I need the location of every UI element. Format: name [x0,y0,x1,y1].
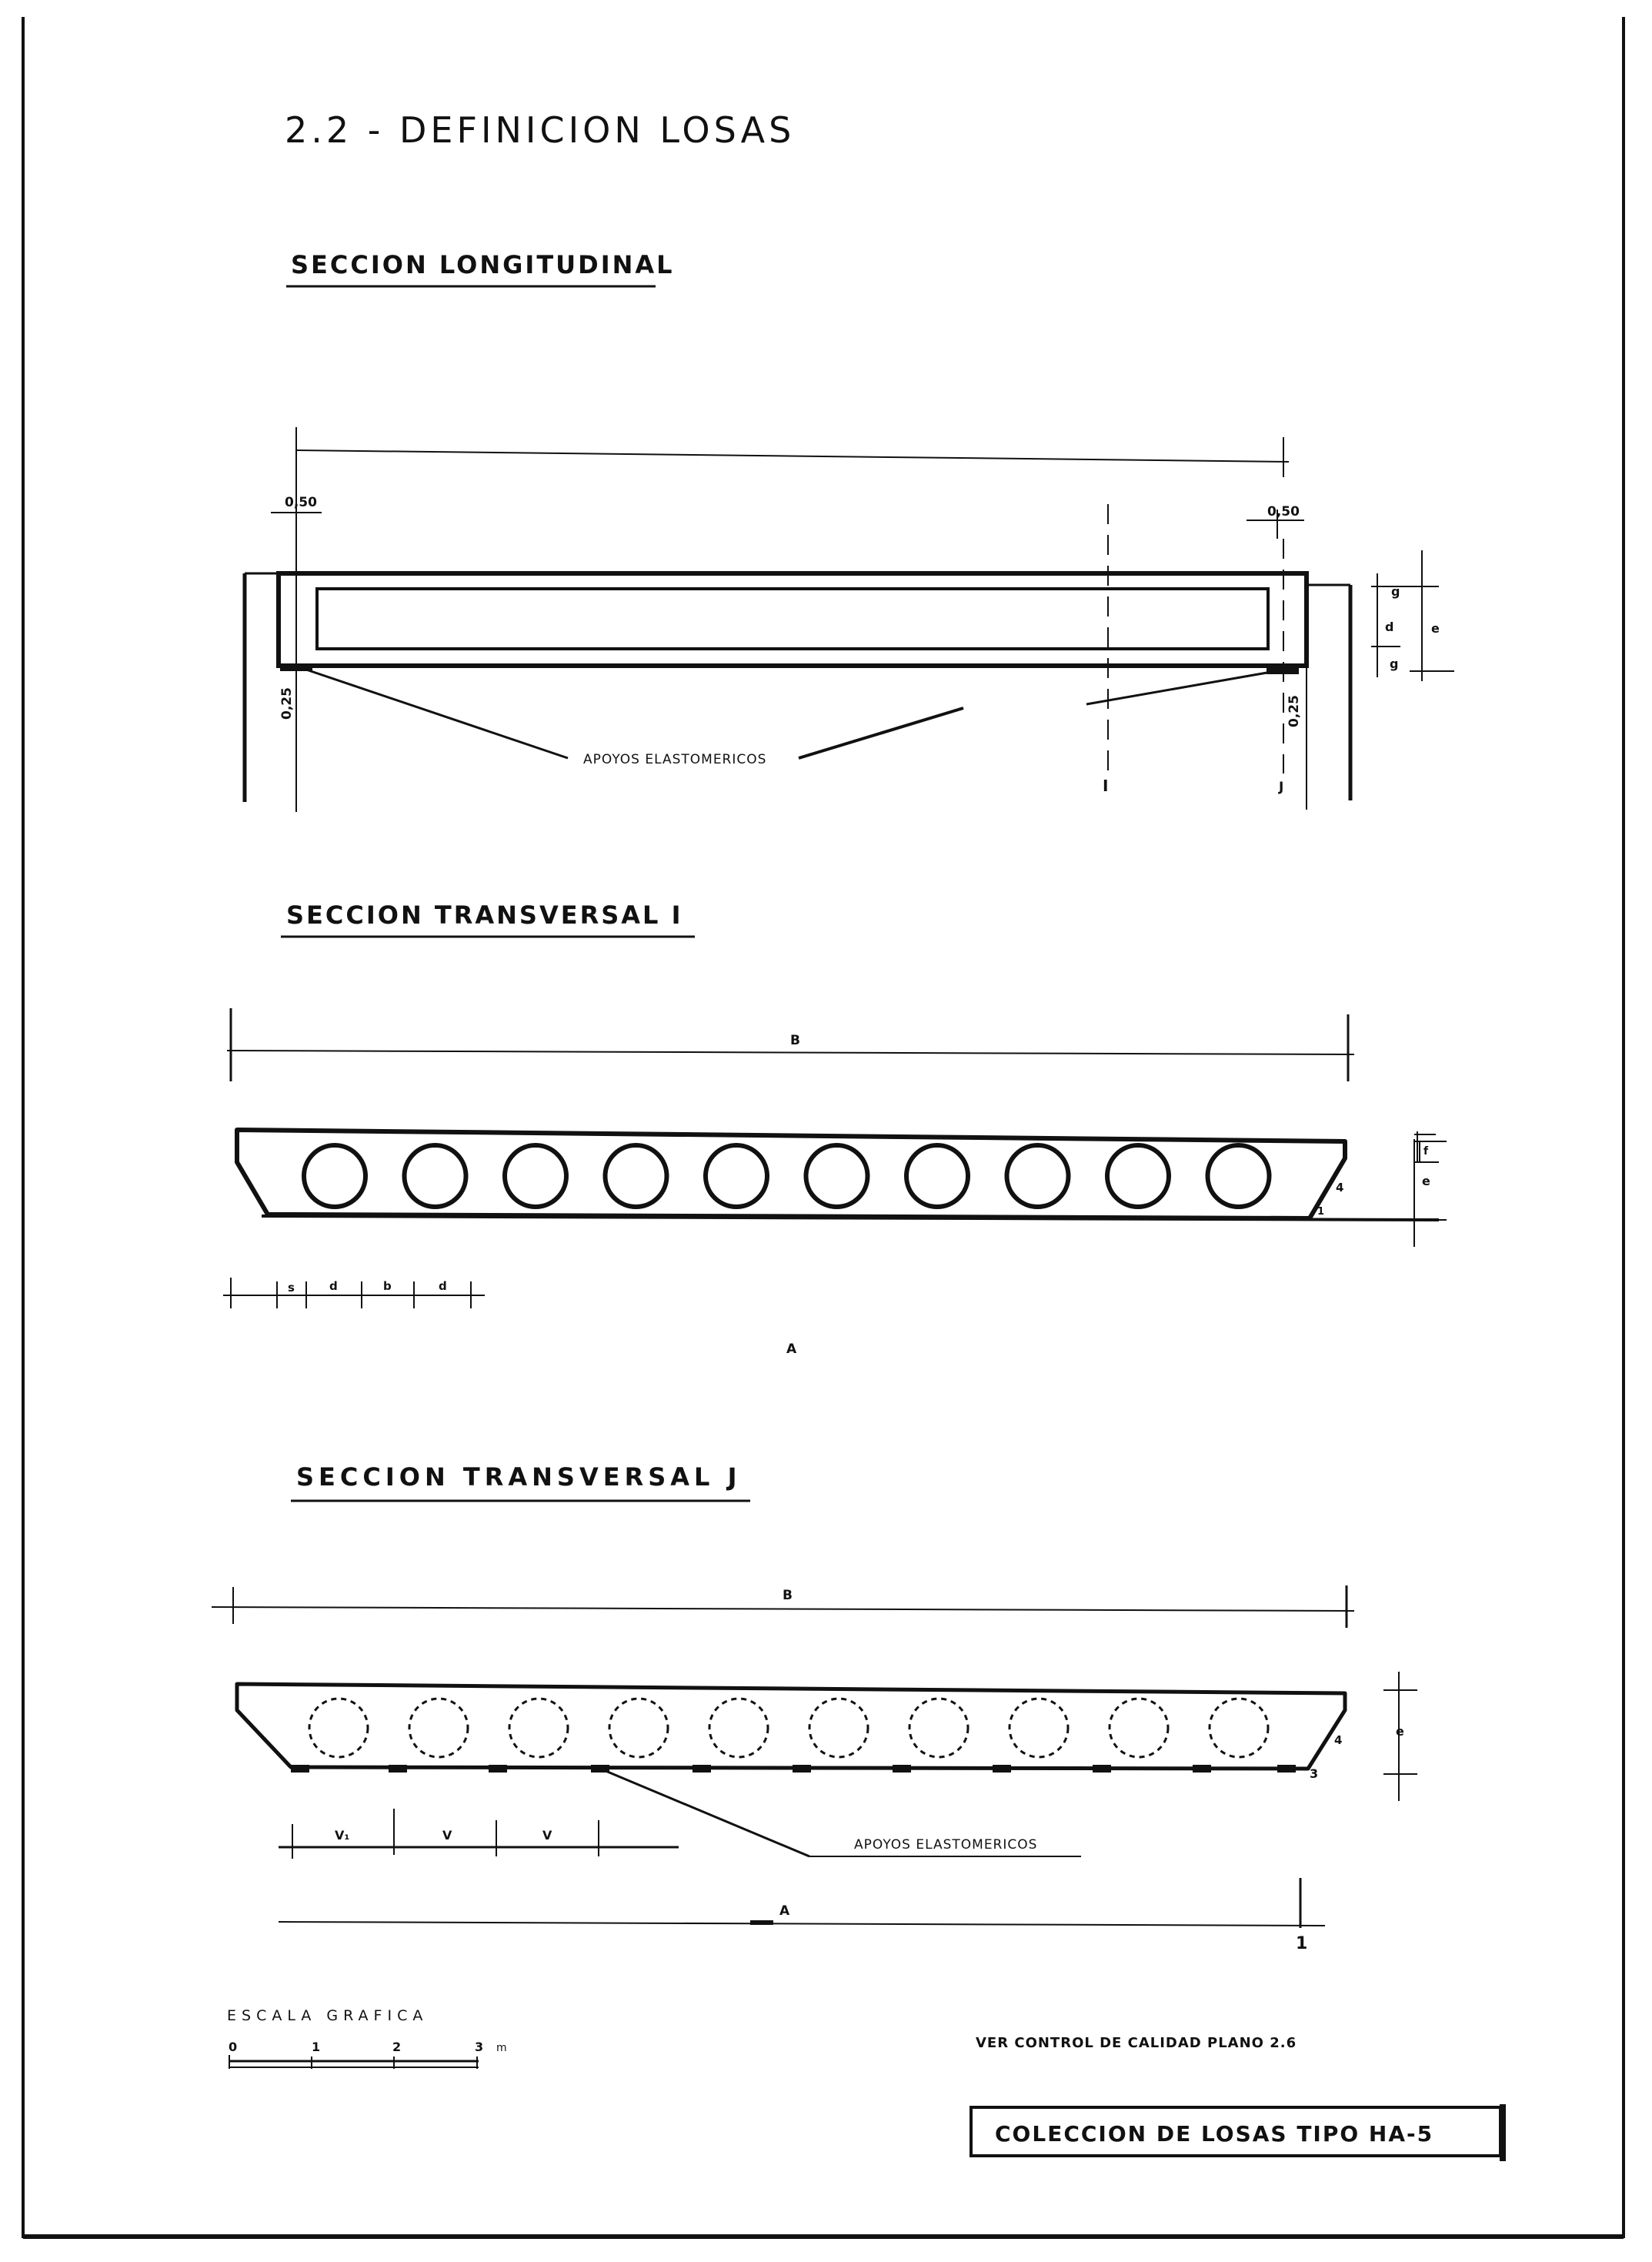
dim-v2: V [442,1828,452,1843]
label-e-longitudinal: e [1431,621,1440,636]
dim-d1: d [329,1279,338,1293]
longitudinal-section [245,250,1454,812]
support-pad-j-5 [693,1765,711,1773]
width-label-B-j: B [783,1588,793,1603]
dim-v1: V₁ [335,1828,350,1843]
scale-unit: m [496,2042,507,2054]
scale-tick-2: 2 [392,2040,402,2054]
transversal-section-i [223,900,1447,1357]
void-i-8 [1007,1145,1069,1207]
cut-label-J: J [1279,780,1284,795]
void-j-5 [709,1699,768,1757]
cut-label-I: I [1103,777,1109,795]
transversal-j-title: SECCION TRANSVERSAL J [296,1462,742,1492]
dim-050-right: 0,50 [1267,504,1300,520]
void-j-2 [409,1699,468,1757]
label-3-j: 3 [1310,1766,1319,1781]
label-e-i: e [1422,1174,1430,1188]
longitudinal-slab-void [317,589,1268,649]
page-title: 2.2 - DEFINICION LOSAS [285,109,796,151]
support-pad-j-8 [993,1765,1011,1773]
label-g-top: g [1391,584,1400,599]
label-A-j: A [779,1903,790,1919]
support-pad-j-1 [291,1765,309,1773]
transversal-j-slab-outline [237,1684,1345,1769]
void-j-1 [309,1699,368,1757]
support-pad-j-6 [793,1765,811,1773]
void-i-1 [304,1145,365,1207]
voids-i [304,1145,1270,1207]
dim-b: b [383,1279,392,1293]
label-g-bottom: g [1390,657,1399,671]
page-frame [23,17,1624,2238]
label-4-i: 4 [1336,1181,1344,1194]
support-pad-j-3 [489,1765,507,1773]
label-1-i: 1 [1317,1206,1325,1218]
dim-025-left: 0,25 [279,687,295,720]
void-j-8 [1010,1699,1068,1757]
void-i-5 [706,1145,767,1207]
void-j-9 [1110,1699,1168,1757]
scale-tick-1: 1 [312,2040,321,2054]
scale-title: ESCALA GRAFICA [227,2007,429,2024]
void-i-4 [606,1145,667,1207]
width-label-B-i: B [790,1033,800,1048]
support-pad-j-10 [1193,1765,1211,1773]
supports-label-transversal: APOYOS ELASTOMERICOS [854,1837,1038,1853]
label-A-i: A [786,1341,797,1357]
void-i-7 [906,1145,968,1207]
label-4-j: 4 [1334,1733,1343,1747]
longitudinal-section-title: SECCION LONGITUDINAL [291,250,675,279]
scale-tick-0: 0 [229,2040,238,2054]
transversal-i-title: SECCION TRANSVERSAL I [286,900,683,930]
scale-bar [227,2007,507,2069]
label-e-j: e [1396,1724,1404,1739]
void-i-2 [405,1145,466,1207]
void-i-9 [1107,1145,1169,1207]
label-d: d [1385,620,1394,634]
dim-050-left: 0,50 [285,495,317,510]
dim-d2: d [439,1279,447,1293]
void-i-10 [1208,1145,1270,1207]
label-1-j: 1 [1296,1934,1308,1953]
dim-025-right: 0,25 [1287,695,1302,727]
collection-box-label: COLECCION DE LOSAS TIPO HA-5 [995,2121,1434,2147]
support-pad-j-7 [893,1765,911,1773]
void-j-4 [609,1699,668,1757]
voids-j [309,1699,1268,1757]
support-pad-j-11 [1277,1765,1296,1773]
void-i-3 [505,1145,566,1207]
transversal-section-j [212,1462,1417,1953]
void-i-6 [806,1145,868,1207]
dim-v3: V [542,1828,552,1843]
label-f: f [1423,1145,1429,1158]
collection-box [971,2104,1503,2161]
void-j-3 [509,1699,568,1757]
quality-note: VER CONTROL DE CALIDAD PLANO 2.6 [976,2035,1297,2051]
dim-s: s [288,1281,295,1295]
support-pad-j-9 [1093,1765,1111,1773]
support-pad-j-2 [389,1765,407,1773]
scale-tick-3: 3 [475,2040,484,2054]
void-j-6 [809,1699,868,1757]
void-j-7 [909,1699,968,1757]
void-j-10 [1210,1699,1268,1757]
supports-label-longitudinal: APOYOS ELASTOMERICOS [583,752,767,767]
